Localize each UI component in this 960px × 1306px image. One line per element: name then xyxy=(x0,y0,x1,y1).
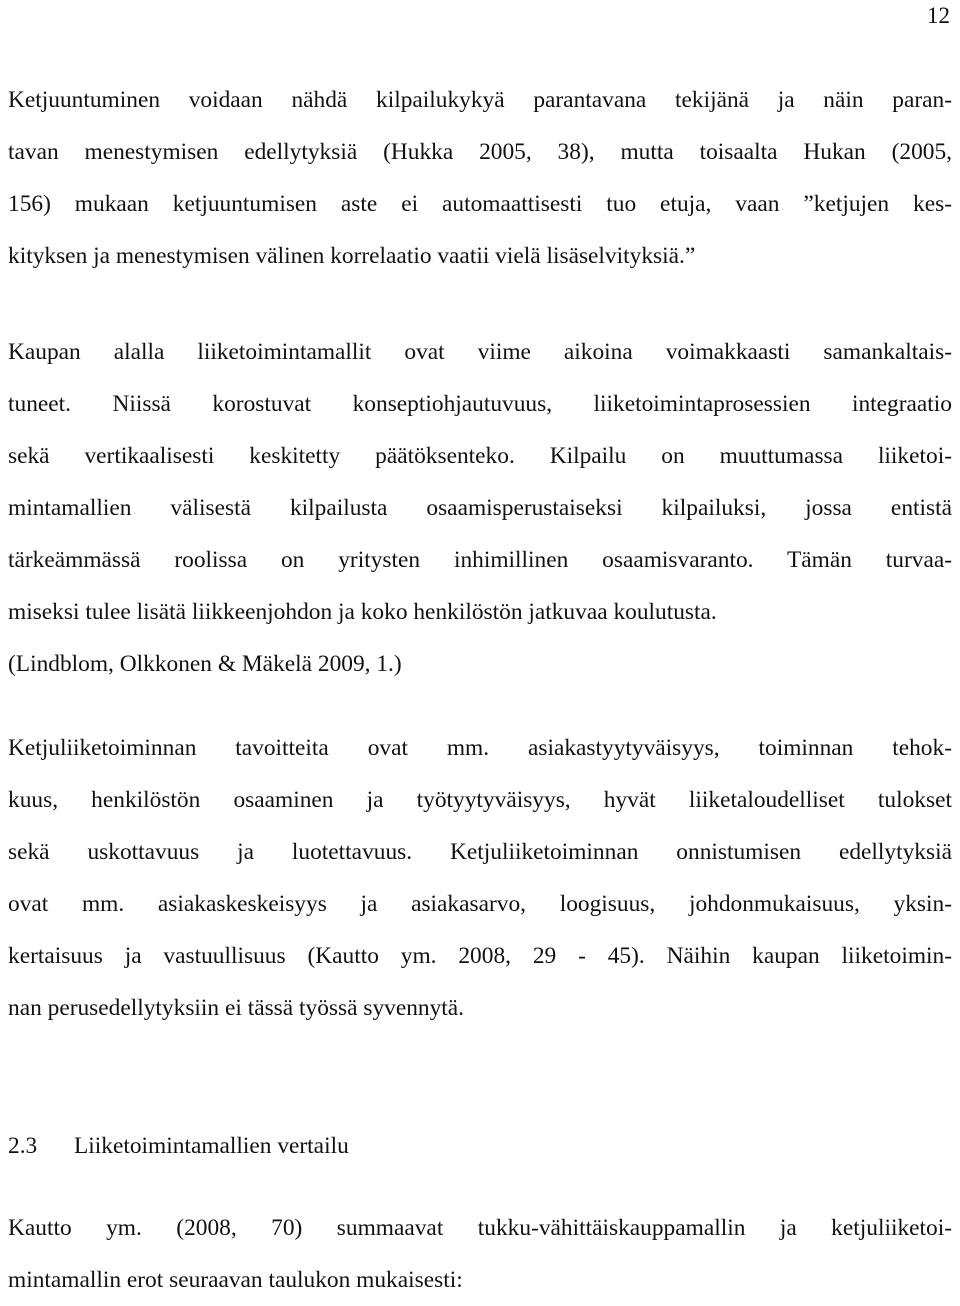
text-line: nan perusedellytyksiin ei tässä työssä syvennytä. xyxy=(8,995,465,1021)
text-line: sekä vertikaalisesti keskitetty päätöksenteko. Kilpailu on muuttumassa liiketoi- xyxy=(8,443,952,469)
text-line: miseksi tulee lisätä liikkeenjohdon ja koko henkilöstön jatkuvaa koulutusta. xyxy=(8,599,717,625)
text-line: kuus, henkilöstön osaaminen ja työtyytyväisyys, hyvät liiketaloudelliset tulokset xyxy=(8,787,952,813)
text-line: kertaisuus ja vastuullisuus (Kautto ym. 2008, 29 - 45). Näihin kaupan liiketoimin- xyxy=(8,943,952,969)
text-line: mintamallin erot seuraavan taulukon mukaisesti: xyxy=(8,1267,463,1293)
text-line: Ketjuliiketoiminnan tavoitteita ovat mm. asiakastyytyväisyys, toiminnan tehok- xyxy=(8,735,952,761)
section-heading xyxy=(8,1120,349,1172)
text-line: (Lindblom, Olkkonen & Mäkelä 2009, 1.) xyxy=(8,651,402,677)
paragraph-business-models xyxy=(8,326,952,690)
text-line: sekä uskottavuus ja luotettavuus. Ketjuliiketoiminnan onnistumisen edellytyksiä xyxy=(8,839,952,865)
text-line: kityksen ja menestymisen välinen korrelaatio vaatii vielä lisäselvityksiä.” xyxy=(8,243,696,269)
section-number: 2.3 xyxy=(8,1133,38,1159)
text-line: Ketjuuntuminen voidaan nähdä kilpailukykyä parantavana tekijänä ja näin paran- xyxy=(8,87,952,113)
paragraph-comparison-intro xyxy=(8,1202,952,1306)
text-line: tavan menestymisen edellytyksiä (Hukka 2005, 38), mutta toisaalta Hukan (2005, xyxy=(8,139,952,165)
text-line: tuneet. Niissä korostuvat konseptiohjautuvuus, liiketoimintaprosessien integraatio xyxy=(8,391,952,417)
text-line: mintamallien välisestä kilpailusta osaamisperustaiseksi kilpailuksi, jossa entistä xyxy=(8,495,952,521)
section-title: Liiketoimintamallien vertailu xyxy=(74,1133,349,1159)
text-line: ovat mm. asiakaskeskeisyys ja asiakasarvo, loogisuus, johdonmukaisuus, yksin- xyxy=(8,891,952,917)
text-line: 156) mukaan ketjuuntumisen aste ei automaattisesti tuo etuja, vaan ”ketjujen kes- xyxy=(8,191,952,217)
page-number: 12 xyxy=(927,3,950,28)
text-line: Kaupan alalla liiketoimintamallit ovat viime aikoina voimakkaasti samankaltais- xyxy=(8,339,952,365)
text-line: Kautto ym. (2008, 70) summaavat tukku-vähittäiskauppamallin ja ketjuliiketoi- xyxy=(8,1215,952,1241)
paragraph-chain-competitiveness xyxy=(8,74,952,282)
paragraph-chain-business-goals xyxy=(8,722,952,1034)
text-line: tärkeämmässä roolissa on yritysten inhimillinen osaamisvaranto. Tämän turvaa- xyxy=(8,547,952,573)
